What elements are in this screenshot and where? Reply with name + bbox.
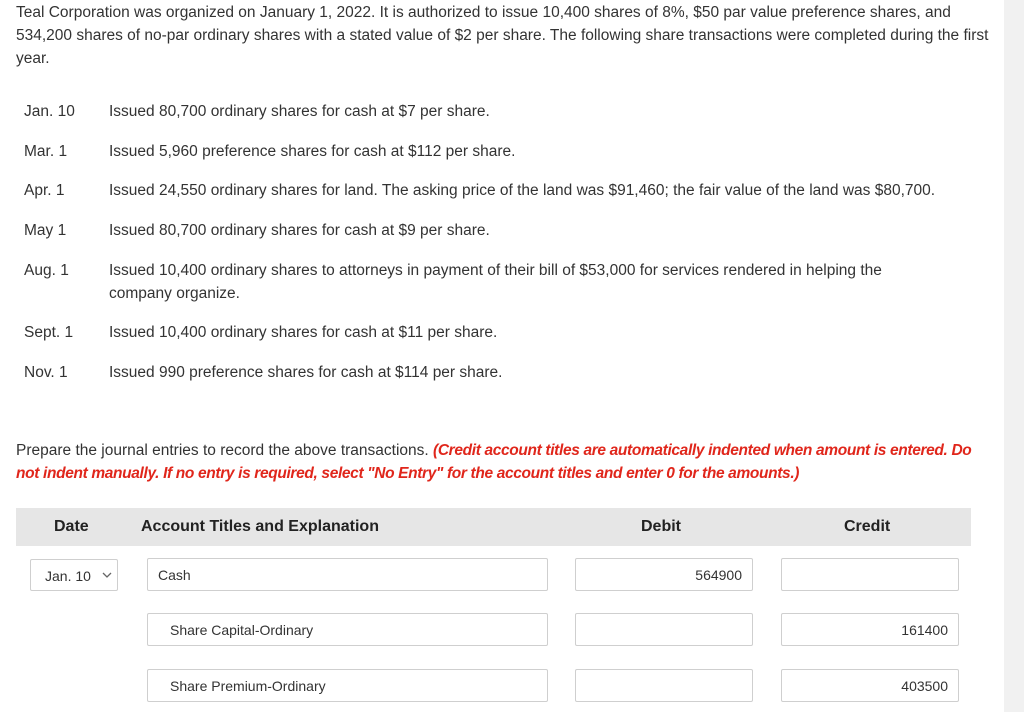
debit-value: 564900: [695, 567, 742, 583]
transaction-date: Apr. 1: [24, 182, 65, 199]
credit-value: 161400: [901, 622, 948, 638]
transaction-description: Issued 990 preference shares for cash at $114 per share.: [109, 364, 503, 381]
chevron-down-icon: [101, 570, 113, 580]
debit-input[interactable]: [575, 558, 753, 591]
date-column-header: Date: [54, 518, 89, 535]
transaction-date: Mar. 1: [24, 143, 68, 160]
account-title-input[interactable]: [147, 669, 548, 702]
instructions: [16, 439, 991, 485]
journal-table-header: [16, 508, 971, 546]
debit-input[interactable]: [575, 669, 753, 702]
date-select-value: Jan. 10: [45, 568, 91, 584]
account-title-value: Cash: [158, 567, 191, 583]
account-title-input[interactable]: [147, 558, 548, 591]
transaction-date: Nov. 1: [24, 364, 68, 381]
credit-column-header: Credit: [844, 518, 891, 535]
transaction-description: Issued 5,960 preference shares for cash at $112 per share.: [109, 143, 516, 160]
transaction-description: Issued 10,400 ordinary shares for cash at $11 per share.: [109, 324, 498, 341]
account-title-value: Share Premium-Ordinary: [170, 678, 326, 694]
credit-value: 403500: [901, 678, 948, 694]
transaction-description: Issued 80,700 ordinary shares for cash at $7 per share.: [109, 103, 490, 120]
transaction-date: May 1: [24, 222, 67, 239]
scrollbar-track[interactable]: [1004, 0, 1024, 712]
transaction-description: Issued 24,550 ordinary shares for land. The asking price of the land was $91,460; the fair value of the land was $80,700.: [109, 182, 936, 199]
problem-intro: Teal Corporation was organized on January 1, 2022. It is authorized to issue 10,400 shares of 8%, $50 par value preference shares, and 534,200 shares of no-par ordinary shares with a stated value of $2 per share. The following share transactions were completed during the first year.: [16, 4, 989, 67]
account-column-header: Account Titles and Explanation: [141, 518, 379, 535]
account-title-value: Share Capital-Ordinary: [170, 622, 314, 638]
transaction-date: Aug. 1: [24, 262, 69, 279]
account-title-input[interactable]: [147, 613, 548, 646]
debit-input[interactable]: [575, 613, 753, 646]
date-select[interactable]: [30, 559, 118, 591]
instructions-note: (Credit account titles are automatically indented when amount is entered. Do not indent manually. If no entry is required, select "No Entry" for the account titles and enter 0 for the amounts.): [16, 442, 972, 482]
credit-input[interactable]: [781, 669, 959, 702]
credit-input[interactable]: [781, 613, 959, 646]
instructions-text: Prepare the journal entries to record the above transactions.: [16, 442, 434, 459]
transaction-description: Issued 10,400 ordinary shares to attorneys in payment of their bill of $53,000 for services rendered in helping the company organize.: [109, 262, 882, 302]
transaction-date: Sept. 1: [24, 324, 74, 341]
credit-input[interactable]: [781, 558, 959, 591]
debit-column-header: Debit: [641, 518, 681, 535]
transaction-description: Issued 80,700 ordinary shares for cash at $9 per share.: [109, 222, 490, 239]
transaction-date: Jan. 10: [24, 103, 75, 120]
